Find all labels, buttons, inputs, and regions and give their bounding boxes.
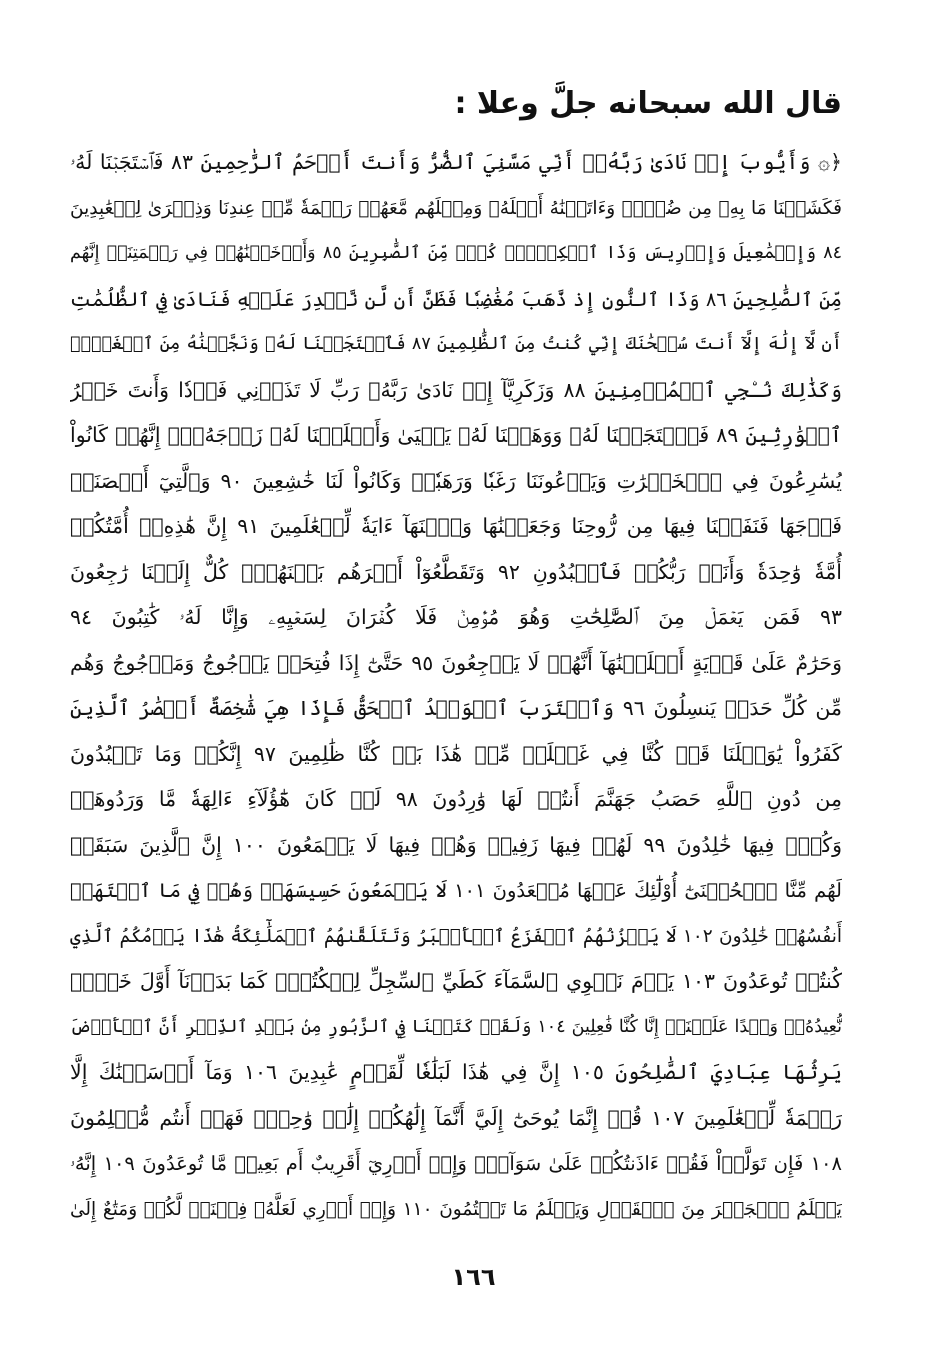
text-line: مِن دُونِ ٱللَّهِ حَصَبُ جَهَنَّمَ أَنتُمۡ لَهَا وَٰرِدُونَ ٩٨ لَوۡ كَانَ هَٰٓؤُلَآءِ ءَالِهَةٗ مَّا وَرَدُوهَاۖ xyxy=(70,787,842,811)
text-line: رَحۡمَةٗ لِّلۡعَٰلَمِينَ ١٠٧ قُلۡ إِنَّمَا يُوحَىٰٓ إِلَيَّ أَنَّمَآ إِلَٰهُكُمۡ إِلَٰهٞ وَٰحِدٞۖ فَهَلۡ أَنتُم مُّسۡلِمُونَ xyxy=(70,1105,842,1130)
text-line: فَرۡجَهَا فَنَفَخۡنَا فِيهَا مِن رُّوحِنَا وَجَعَلۡنَٰهَا وَٱبۡنَهَآ ءَايَةٗ لِّلۡعَٰلَمِينَ ٩١ إِنَّ هَٰذِهِۦٓ أُمَّتُكُمۡ xyxy=(70,514,842,538)
text-line: كَفَرُواْ يَٰوَيۡلَنَا قَدۡ كُنَّا فِي غَفۡلَةٖ مِّنۡ هَٰذَا بَلۡ كُنَّا ظَٰلِمِينَ ٩٧ إِنَّكُمۡ وَمَا تَعۡبُدُونَ xyxy=(70,741,842,766)
text-line: يَرِثُهَا عِبَادِيَ ٱلصَّٰلِحُونَ ١٠٥ إِنَّ فِي هَٰذَا لَبَلَٰغٗا لِّقَوۡمٍ عَٰبِدِينَ ١٠٦ وَمَآ أَرۡسَلۡنَٰكَ إِلَّا xyxy=(70,1060,842,1084)
text-line: أَنفُسُهُمۡ خَٰلِدُونَ ١٠٢ لَا يَحۡزُنُهُمُ ٱلۡفَزَعُ ٱلۡأَكۡبَرُ وَتَتَلَقَّىٰهُمُ ٱلۡمَلَٰٓئِكَةُ هَٰذَا يَوۡمُكُمُ ٱلَّذِي xyxy=(70,925,842,947)
text-line: أَن لَّآ إِلَٰهَ إِلَّآ أَنتَ سُبۡحَٰنَكَ إِنِّي كُنتُ مِنَ ٱلظَّٰلِمِينَ ٨٧ فَٱسۡتَجَبۡنَا لَهُۥ وَنَجَّيۡنَٰهُ مِنَ ٱلۡغَمِّۚ xyxy=(70,334,842,354)
text-line: يُسَٰرِعُونَ فِي ٱلۡخَيۡرَٰتِ وَيَدۡعُونَنَا رَغَبٗا وَرَهَبٗاۖ وَكَانُواْ لَنَا خَٰشِعِينَ ٩٠ وَٱلَّتِيٓ أَحۡصَنَتۡ xyxy=(70,468,842,493)
text-line: وَكَذَٰلِكَ نُـۨجِي ٱلۡمُؤۡمِنِينَ ٨٨ وَزَكَرِيَّآ إِذۡ نَادَىٰ رَبَّهُۥ رَبِّ لَا تَذَرۡنِي فَرۡدٗا وَأَنتَ خَيۡرُ xyxy=(70,377,842,402)
text-line: نُّعِيدُهُۥۚ وَعۡدًا عَلَيۡنَآۚ إِنَّا كُنَّا فَٰعِلِينَ ١٠٤ وَلَقَدۡ كَتَبۡنَا فِي ٱلزَّبُورِ مِنۢ بَعۡدِ ٱلذِّكۡرِ أَنَّ ٱلۡأَرۡضَ xyxy=(70,1016,842,1037)
text-line: مِّن كُلِّ حَدَبٖ يَنسِلُونَ ٩٦ وَٱقۡتَرَبَ ٱلۡوَعۡدُ ٱلۡحَقُّ فَإِذَا هِيَ شَٰخِصَةٌ أَبۡصَٰرُ ٱلَّذِينَ xyxy=(70,696,842,720)
text-line: ﴿۞ وَأَيُّوبَ إِذۡ نَادَىٰ رَبَّهُۥٓ أَنِّي مَسَّنِيَ ٱلضُّرُّ وَأَنتَ أَرۡحَمُ ٱلرَّٰحِمِينَ ٨٣ فَٱسۡتَجَبۡنَا لَهُۥ xyxy=(70,150,842,174)
text-line: أُمَّةٗ وَٰحِدَةٗ وَأَنَا۠ رَبُّكُمۡ فَٱعۡبُدُونِ ٩٢ وَتَقَطَّعُوٓاْ أَمۡرَهُم بَيۡنَهُمۡۖ كُلٌّ إِلَيۡنَا رَٰجِعُونَ xyxy=(70,559,842,584)
text-line: ٨٤ وَإِسۡمَٰعِيلَ وَإِدۡرِيسَ وَذَا ٱلۡكِفۡلِۖ كُلّٞ مِّنَ ٱلصَّٰبِرِينَ ٨٥ وَأَدۡخَلۡنَٰهُمۡ فِي رَحۡمَتِنَآۖ إِنَّهُم xyxy=(70,243,842,263)
text-line: ٩٣ فَمَن يَعۡمَلۡ مِنَ ٱلصَّٰلِحَٰتِ وَهُوَ مُؤۡمِنٞ فَلَا كُفۡرَانَ لِسَعۡيِهِۦ وَإِنَّا لَهُۥ كَٰتِبُونَ ٩٤ xyxy=(70,605,842,629)
text-line: وَحَرَٰمٌ عَلَىٰ قَرۡيَةٍ أَهۡلَكۡنَٰهَآ أَنَّهُمۡ لَا يَرۡجِعُونَ ٩٥ حَتَّىٰٓ إِذَا فُتِحَتۡ يَأۡجُوجُ وَمَأۡجُوجُ وَهُم xyxy=(70,650,842,675)
page-number: ١٦٦ xyxy=(451,1263,496,1291)
text-line: ١٠٨ فَإِن تَوَلَّوۡاْ فَقُلۡ ءَاذَنتُكُمۡ عَلَىٰ سَوَآءٖۖ وَإِنۡ أَدۡرِيٓ أَقَرِيبٌ أَم بَعِيدٞ مَّا تُوعَدُونَ ١٠٩ إِنَّهُۥ xyxy=(70,1152,842,1175)
text-line: ٱلۡوَٰرِثِينَ ٨٩ فَٱسۡتَجَبۡنَا لَهُۥ وَوَهَبۡنَا لَهُۥ يَحۡيَىٰ وَأَصۡلَحۡنَا لَهُۥ زَوۡجَهُۥٓۚ إِنَّهُمۡ كَانُواْ xyxy=(70,423,842,447)
page-heading: قال الله سبحانه جلَّ وعلا : xyxy=(454,86,842,121)
text-line: كُنتُمۡ تُوعَدُونَ ١٠٣ يَوۡمَ نَطۡوِي ٱلسَّمَآءَ كَطَيِّ ٱلسِّجِلِّ لِلۡكُتُبِۚ كَمَا بَدَأۡنَآ أَوَّلَ خَلۡقٖ xyxy=(70,969,842,993)
quran-text-block xyxy=(70,140,842,1232)
text-line: وَكُلّٞ فِيهَا خَٰلِدُونَ ٩٩ لَهُمۡ فِيهَا زَفِيرٞ وَهُمۡ فِيهَا لَا يَسۡمَعُونَ ١٠٠ إِنَّ ٱلَّذِينَ سَبَقَتۡ xyxy=(70,832,842,857)
text-line: يَعۡلَمُ ٱلۡجَهۡرَ مِنَ ٱلۡقَوۡلِ وَيَعۡلَمُ مَا تَكۡتُمُونَ ١١٠ وَإِنۡ أَدۡرِي لَعَلَّهُۥ فِتۡنَةٞ لَّكُمۡ وَمَتَٰعٌ إِلَىٰ xyxy=(70,1198,842,1220)
text-line: لَهُم مِّنَّا ٱلۡحُسۡنَىٰٓ أُوْلَٰٓئِكَ عَنۡهَا مُبۡعَدُونَ ١٠١ لَا يَسۡمَعُونَ حَسِيسَهَاۖ وَهُمۡ فِي مَا ٱشۡتَهَتۡ xyxy=(70,879,842,902)
text-line: فَكَشَفۡنَا مَا بِهِۦ مِن ضُرّٖۖ وَءَاتَيۡنَٰهُ أَهۡلَهُۥ وَمِثۡلَهُم مَّعَهُمۡ رَحۡمَةٗ مِّنۡ عِندِنَا وَذِكۡرَىٰ لِلۡعَٰبِدِينَ xyxy=(70,197,842,219)
text-line: مِّنَ ٱلصَّٰلِحِينَ ٨٦ وَذَا ٱلنُّونِ إِذ ذَّهَبَ مُغَٰضِبٗا فَظَنَّ أَن لَّن نَّقۡدِرَ عَلَيۡهِ فَنَادَىٰ فِي ٱلظُّلُمَٰتِ xyxy=(70,287,842,311)
